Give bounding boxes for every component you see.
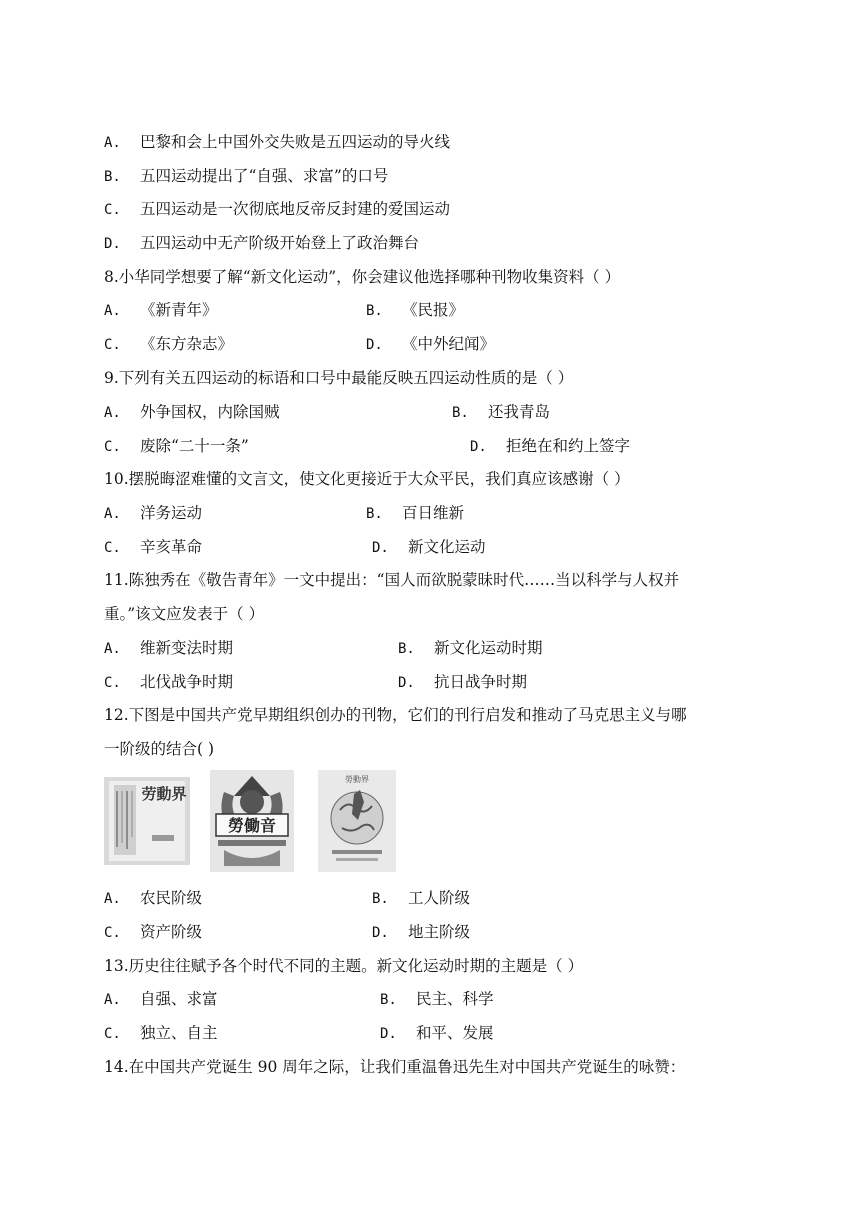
q13-option-d: D. 和平、发展 [380, 1024, 494, 1042]
q12-stem-line2: 一阶级的结合( ) [104, 740, 215, 758]
q9-stem: 9.下列有关五四运动的标语和口号中最能反映五四运动性质的是（ ） [104, 369, 574, 387]
periodical-cover-2 [210, 770, 294, 872]
q12-option-a: A. 农民阶级 [104, 889, 203, 907]
q13-option-a: A. 自强、求富 [104, 990, 218, 1008]
q11-option-d: D. 抗日战争时期 [398, 673, 528, 691]
q7-option-b: B. 五四运动提出了“自强、求富”的口号 [104, 167, 389, 185]
q8-option-c: C. 《东方杂志》 [104, 335, 234, 353]
q7-option-c: C. 五四运动是一次彻底地反帝反封建的爱国运动 [104, 200, 451, 218]
q11-option-c: C. 北伐战争时期 [104, 673, 234, 691]
periodical-cover-1 [104, 777, 190, 865]
q10-stem: 10.摆脱晦涩难懂的文言文，使文化更接近于大众平民，我们真应该感谢（ ） [104, 470, 630, 488]
q8-stem: 8.小华同学想要了解“新文化运动”，你会建议他选择哪种刊物收集资料（ ） [104, 268, 621, 286]
q10-option-d: D. 新文化运动 [372, 538, 486, 556]
periodical-cover-3 [318, 770, 396, 872]
q9-option-b: B. 还我青岛 [452, 403, 551, 421]
periodical-title-3: 勞動界 [345, 775, 369, 784]
periodical-image-3 [318, 770, 396, 872]
q9-option-c: C. 废除“二十一条” [104, 437, 249, 455]
q8-option-b: B. 《民报》 [366, 301, 465, 319]
q12-stem-line1: 12.下图是中国共产党早期组织创办的刊物，它们的刊行启发和推动了马克思主义与哪 [104, 706, 687, 724]
periodical-title-2: 勞働音 [227, 816, 277, 835]
q9-option-a: A. 外争国权，内除国贼 [104, 403, 280, 421]
q12-option-d: D. 地主阶级 [372, 923, 471, 941]
q11-option-a: A. 维新变法时期 [104, 639, 234, 657]
q12-option-b: B. 工人阶级 [372, 889, 471, 907]
q13-stem: 13.历史往往赋予各个时代不同的主题。新文化运动时期的主题是（ ） [104, 957, 584, 975]
q10-option-a: A. 洋务运动 [104, 504, 203, 522]
q12-option-c: C. 资产阶级 [104, 923, 203, 941]
q11-stem-line1: 11.陈独秀在《敬告青年》一文中提出：“国人而欲脱蒙昧时代……当以科学与人权并 [104, 571, 680, 589]
q9-option-d: D. 拒绝在和约上签字 [470, 437, 631, 455]
q8-option-d: D. 《中外纪闻》 [366, 335, 496, 353]
q8-option-a: A. 《新青年》 [104, 301, 218, 319]
q14-stem: 14.在中国共产党诞生 90 周年之际，让我们重温鲁迅先生对中国共产党诞生的咏赞： [104, 1058, 686, 1076]
q13-option-c: C. 独立、自主 [104, 1024, 218, 1042]
periodical-image-1 [104, 777, 190, 865]
q10-option-b: B. 百日维新 [366, 504, 465, 522]
q7-option-a: A. 巴黎和会上中国外交失败是五四运动的导火线 [104, 133, 451, 151]
q11-stem-line2: 重。”该文应发表于（ ） [104, 605, 265, 623]
q7-option-d: D. 五四运动中无产阶级开始登上了政治舞台 [104, 234, 420, 252]
q11-option-b: B. 新文化运动时期 [398, 639, 543, 657]
q10-option-c: C. 辛亥革命 [104, 538, 203, 556]
q13-option-b: B. 民主、科学 [380, 990, 494, 1008]
periodical-image-2 [210, 770, 294, 872]
periodical-title-1: 劳動界 [141, 785, 187, 803]
